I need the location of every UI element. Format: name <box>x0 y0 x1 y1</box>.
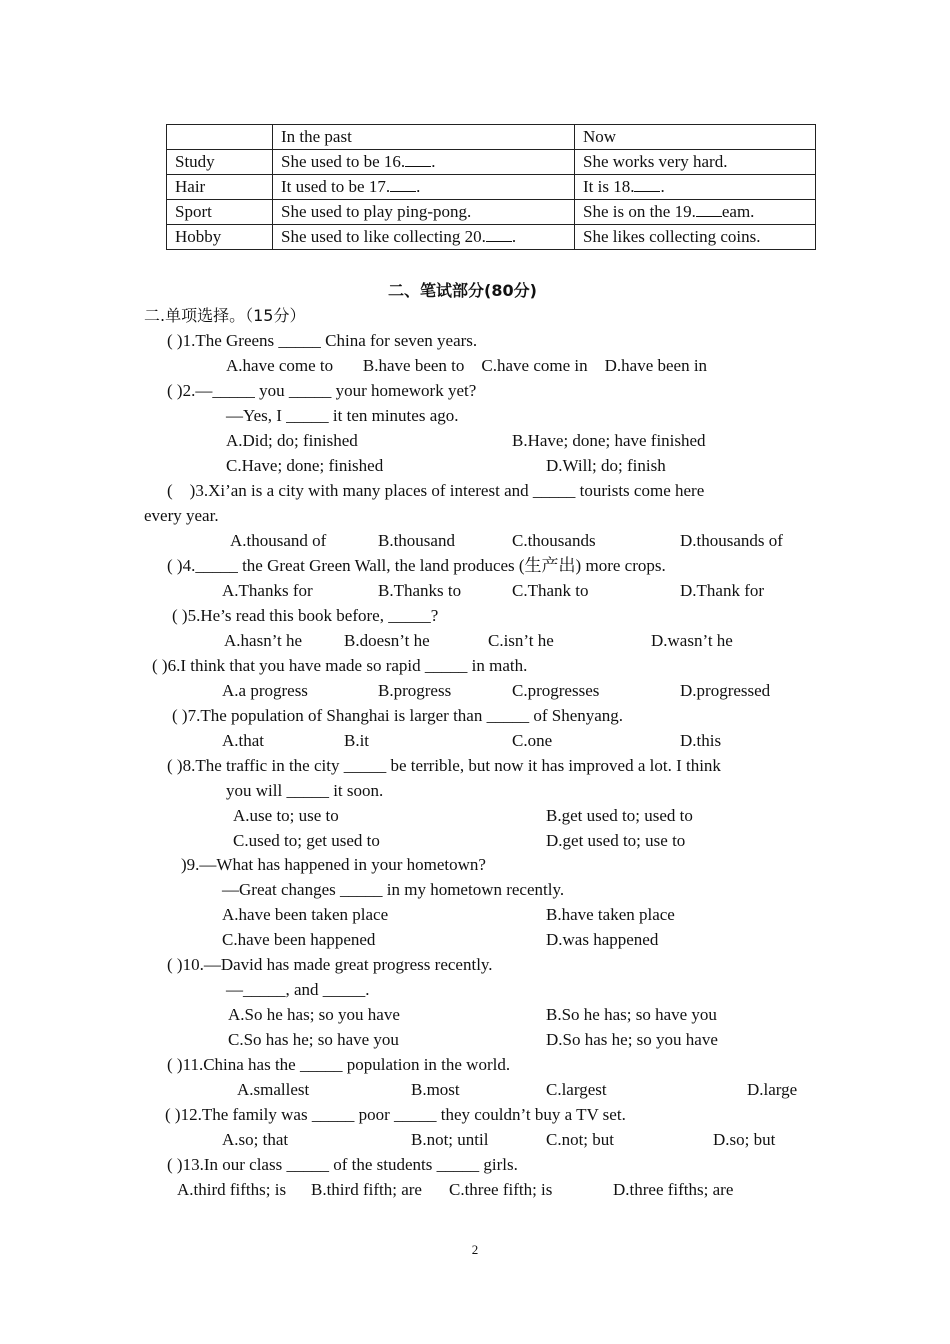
question-10-reply: —_____, and _____. <box>226 980 370 999</box>
option-d: D.three fifths; are <box>613 1180 734 1199</box>
question-9: )9.—What has happened in your hometown? <box>181 855 486 874</box>
option-d: D.wasn’t he <box>651 631 733 650</box>
option-a: A.hasn’t he <box>224 631 303 650</box>
option-a: A.Thanks for <box>222 581 313 600</box>
option-a: A.Did; do; finished <box>226 431 358 450</box>
option-b: B.not; until <box>411 1130 489 1149</box>
table-row <box>167 200 816 225</box>
option-b: B.it <box>344 731 370 750</box>
question-3-cont: every year. <box>144 506 219 525</box>
option-a: A.smallest <box>237 1080 310 1099</box>
question-8-cont: you will _____ it soon. <box>226 781 384 800</box>
past-cell <box>273 225 575 250</box>
option-c: C.not; but <box>546 1130 615 1149</box>
cell-text: It used to be 17. <box>281 177 391 196</box>
now-cell <box>575 175 816 200</box>
option-c: C.largest <box>546 1080 607 1099</box>
option-c: C.three fifth; is <box>449 1180 553 1199</box>
row-label: Sport <box>167 200 273 225</box>
option-d: D.Will; do; finish <box>546 456 666 475</box>
option-b: B.doesn’t he <box>344 631 430 650</box>
table-header-cell: Now <box>575 125 816 150</box>
question-8: ( )8.The traffic in the city _____ be terrible, but now it has improved a lot. I think <box>167 756 721 775</box>
option-c: C.thousands <box>512 531 596 550</box>
option-a: A.so; that <box>222 1130 289 1149</box>
table-row <box>167 175 816 200</box>
option-a: A.use to; use to <box>233 806 339 825</box>
option-c: C.have been happened <box>222 930 376 949</box>
row-label: Hair <box>167 175 273 200</box>
option-d: D.thousands of <box>680 531 783 550</box>
option-d: D.was happened <box>546 930 659 949</box>
option-c: C.used to; get used to <box>233 831 380 850</box>
cell-text: She is on the 19. <box>583 202 696 221</box>
question-5: ( )5.He’s read this book before, _____? <box>172 606 439 625</box>
past-cell <box>273 200 575 225</box>
answer-blank[interactable] <box>696 202 722 217</box>
table-row <box>167 225 816 250</box>
question-4: ( )4._____ the Great Green Wall, the land produces (生产出) more crops. <box>167 556 666 575</box>
option-a: A.So he has; so you have <box>228 1005 400 1024</box>
cell-text: . <box>511 227 517 246</box>
option-a: A.thousand of <box>230 531 327 550</box>
option-d: D.Thank for <box>680 581 765 600</box>
past-cell <box>273 150 575 175</box>
option-b: B.get used to; used to <box>546 806 693 825</box>
option-b: B.Have; done; have finished <box>512 431 706 450</box>
question-9-reply: —Great changes _____ in my hometown recently. <box>222 880 565 899</box>
option-b: B.Thanks to <box>378 581 462 600</box>
option-b: B.thousand <box>378 531 455 550</box>
option-a: A.have been taken place <box>222 905 389 924</box>
option-d: D.large <box>747 1080 798 1099</box>
option-c: C.Thank to <box>512 581 589 600</box>
now-cell <box>575 150 816 175</box>
option-a: A.a progress <box>222 681 308 700</box>
question-13: ( )13.In our class _____ of the students _____ girls. <box>167 1155 518 1174</box>
answer-blank[interactable] <box>486 227 512 242</box>
answer-blank[interactable] <box>634 177 660 192</box>
cell-text: She works very hard. <box>583 152 728 171</box>
question-2-reply: —Yes, I _____ it ten minutes ago. <box>226 406 459 425</box>
answer-blank[interactable] <box>390 177 416 192</box>
option-a: A.third fifths; is <box>177 1180 287 1199</box>
question-12: ( )12.The family was _____ poor _____ they couldn’t buy a TV set. <box>165 1105 626 1124</box>
comparison-table <box>166 124 816 250</box>
row-label: Hobby <box>167 225 273 250</box>
cell-text: She likes collecting coins. <box>583 227 761 246</box>
table-row <box>167 150 816 175</box>
question-3: ( )3.Xi’an is a city with many places of interest and _____ tourists come here <box>167 481 705 500</box>
part-title: 二、笔试部分(80分) <box>388 281 537 300</box>
option-b: B.most <box>411 1080 460 1099</box>
section-title: 二.单项选择。（15分） <box>144 306 306 325</box>
question-1-options: A.have come to B.have been to C.have come in D.have been in <box>226 356 708 375</box>
past-cell <box>273 175 575 200</box>
option-b: B.third fifth; are <box>311 1180 422 1199</box>
question-10: ( )10.—David has made great progress recently. <box>167 955 493 974</box>
cell-text: . <box>416 177 421 196</box>
option-d: D.get used to; use to <box>546 831 686 850</box>
table-header-cell: In the past <box>273 125 575 150</box>
cell-text: She used to play ping-pong. <box>281 202 472 221</box>
option-c: C.progresses <box>512 681 600 700</box>
option-c: C.So has he; so have you <box>228 1030 399 1049</box>
option-d: D.this <box>680 731 722 750</box>
option-c: C.one <box>512 731 553 750</box>
question-2: ( )2.—_____ you _____ your homework yet? <box>167 381 477 400</box>
option-c: C.Have; done; finished <box>226 456 384 475</box>
option-d: D.so; but <box>713 1130 776 1149</box>
option-a: A.that <box>222 731 265 750</box>
cell-text: It is 18. <box>583 177 635 196</box>
option-c: C.isn’t he <box>488 631 554 650</box>
cell-text: She used to like collecting 20. <box>281 227 486 246</box>
answer-blank[interactable] <box>405 152 431 167</box>
row-label: Study <box>167 150 273 175</box>
option-b: B.So he has; so have you <box>546 1005 717 1024</box>
cell-text: . <box>660 177 665 196</box>
page-number: 2 <box>471 1242 479 1257</box>
table-header-row <box>167 125 816 150</box>
now-cell <box>575 225 816 250</box>
cell-text: She used to be 16. <box>281 152 406 171</box>
question-6: ( )6.I think that you have made so rapid _____ in math. <box>152 656 528 675</box>
question-11: ( )11.China has the _____ population in the world. <box>167 1055 511 1074</box>
option-d: D.progressed <box>680 681 771 700</box>
table-header-cell <box>167 125 273 150</box>
option-b: B.have taken place <box>546 905 675 924</box>
cell-text: . <box>431 152 436 171</box>
option-d: D.So has he; so you have <box>546 1030 718 1049</box>
now-cell <box>575 200 816 225</box>
question-1: ( )1.The Greens _____ China for seven years. <box>167 331 478 350</box>
option-b: B.progress <box>378 681 452 700</box>
cell-text: eam. <box>721 202 755 221</box>
question-7: ( )7.The population of Shanghai is larger than _____ of Shenyang. <box>172 706 624 725</box>
